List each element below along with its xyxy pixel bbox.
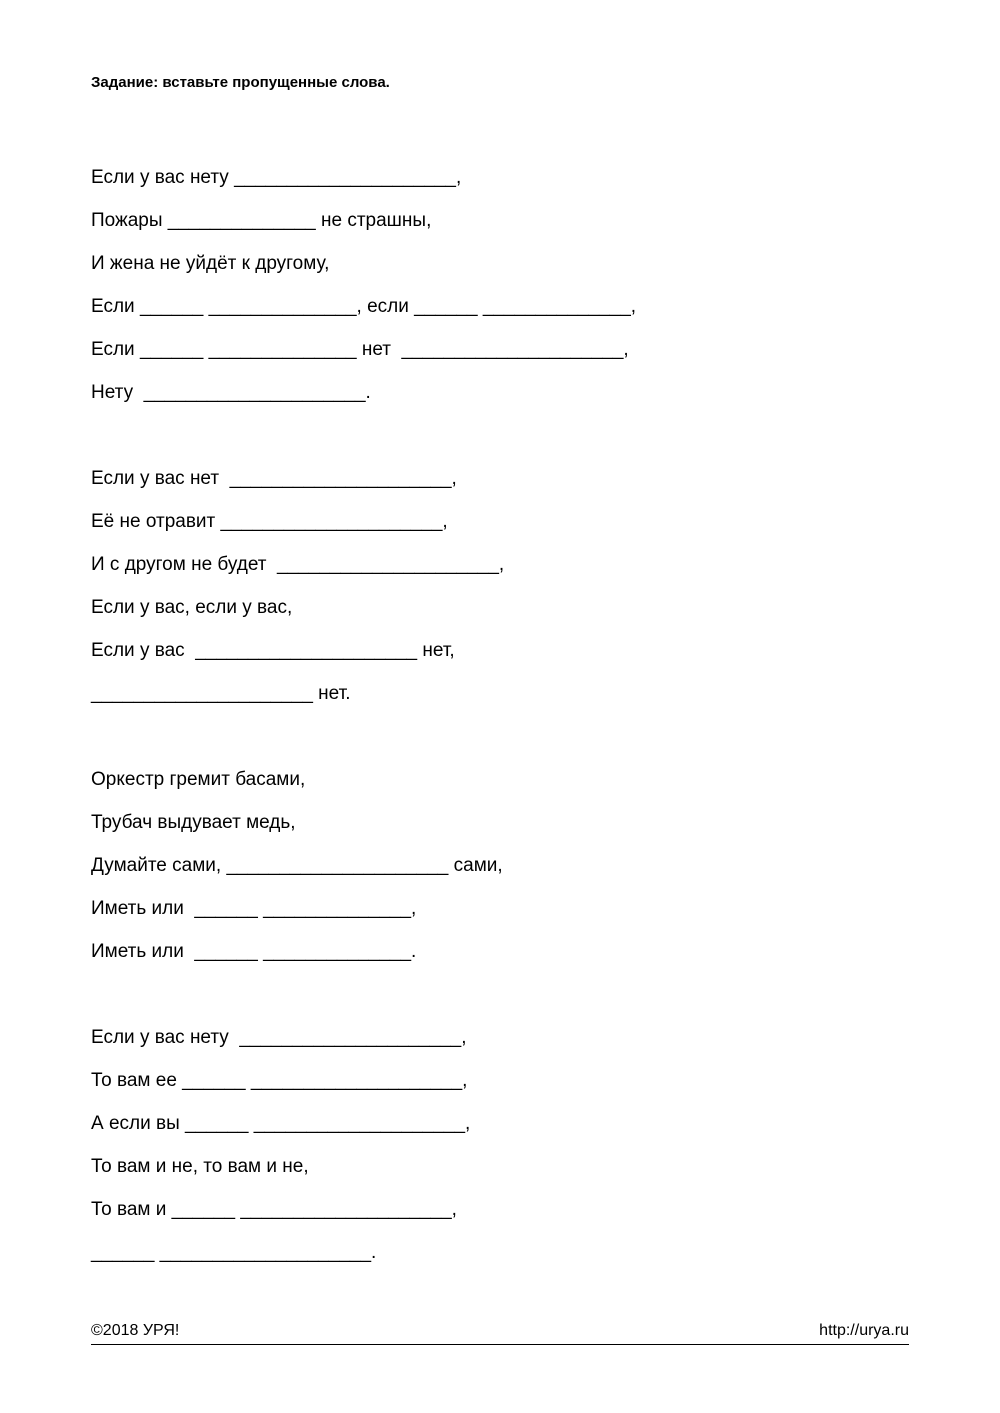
stanza-1-line-3: И жена не уйдёт к другому,: [91, 253, 330, 274]
stanza-3-line-2: Трубач выдувает медь,: [91, 812, 296, 833]
stanza-2-line-1: Если у вас нет _____________________,: [91, 468, 457, 489]
stanza-4-line-1: Если у вас нету _____________________,: [91, 1027, 467, 1048]
stanza-1-line-1: Если у вас нету _____________________,: [91, 167, 462, 188]
stanza-1-line-6: Нету _____________________.: [91, 382, 371, 403]
stanza-4-line-4: То вам и не, то вам и не,: [91, 1156, 309, 1177]
stanza-4-line-6: ______ ____________________.: [91, 1242, 377, 1263]
stanza-3-line-3: Думайте сами, _____________________ сами,: [91, 855, 503, 876]
footer-url: http://urya.ru: [819, 1322, 909, 1339]
stanza-3-line-4: Иметь или ______ ______________,: [91, 898, 417, 919]
stanza-1-line-2: Пожары ______________ не страшны,: [91, 210, 432, 231]
stanza-4-line-5: То вам и ______ ____________________,: [91, 1199, 457, 1220]
stanza-3-line-5: Иметь или ______ ______________.: [91, 941, 417, 962]
task-title: Задание: вставьте пропущенные слова.: [91, 74, 390, 91]
stanza-4-line-3: А если вы ______ ____________________,: [91, 1113, 471, 1134]
stanza-2-line-3: И с другом не будет _____________________,: [91, 554, 505, 575]
footer-copyright: ©2018 УРЯ!: [91, 1322, 180, 1339]
stanza-1-line-5: Если ______ ______________ нет _____________________,: [91, 339, 629, 360]
stanza-2-line-6: _____________________ нет.: [91, 683, 351, 704]
footer: [91, 1322, 909, 1345]
stanza-2-line-4: Если у вас, если у вас,: [91, 597, 293, 618]
stanza-3-line-1: Оркестр гремит басами,: [91, 769, 306, 790]
stanza-2-line-5: Если у вас _____________________ нет,: [91, 640, 455, 661]
stanza-1-line-4: Если ______ ______________, если ______ ______________,: [91, 296, 637, 317]
stanza-2-line-2: Её не отравит _____________________,: [91, 511, 448, 532]
stanza-4-line-2: То вам ее ______ ____________________,: [91, 1070, 468, 1091]
